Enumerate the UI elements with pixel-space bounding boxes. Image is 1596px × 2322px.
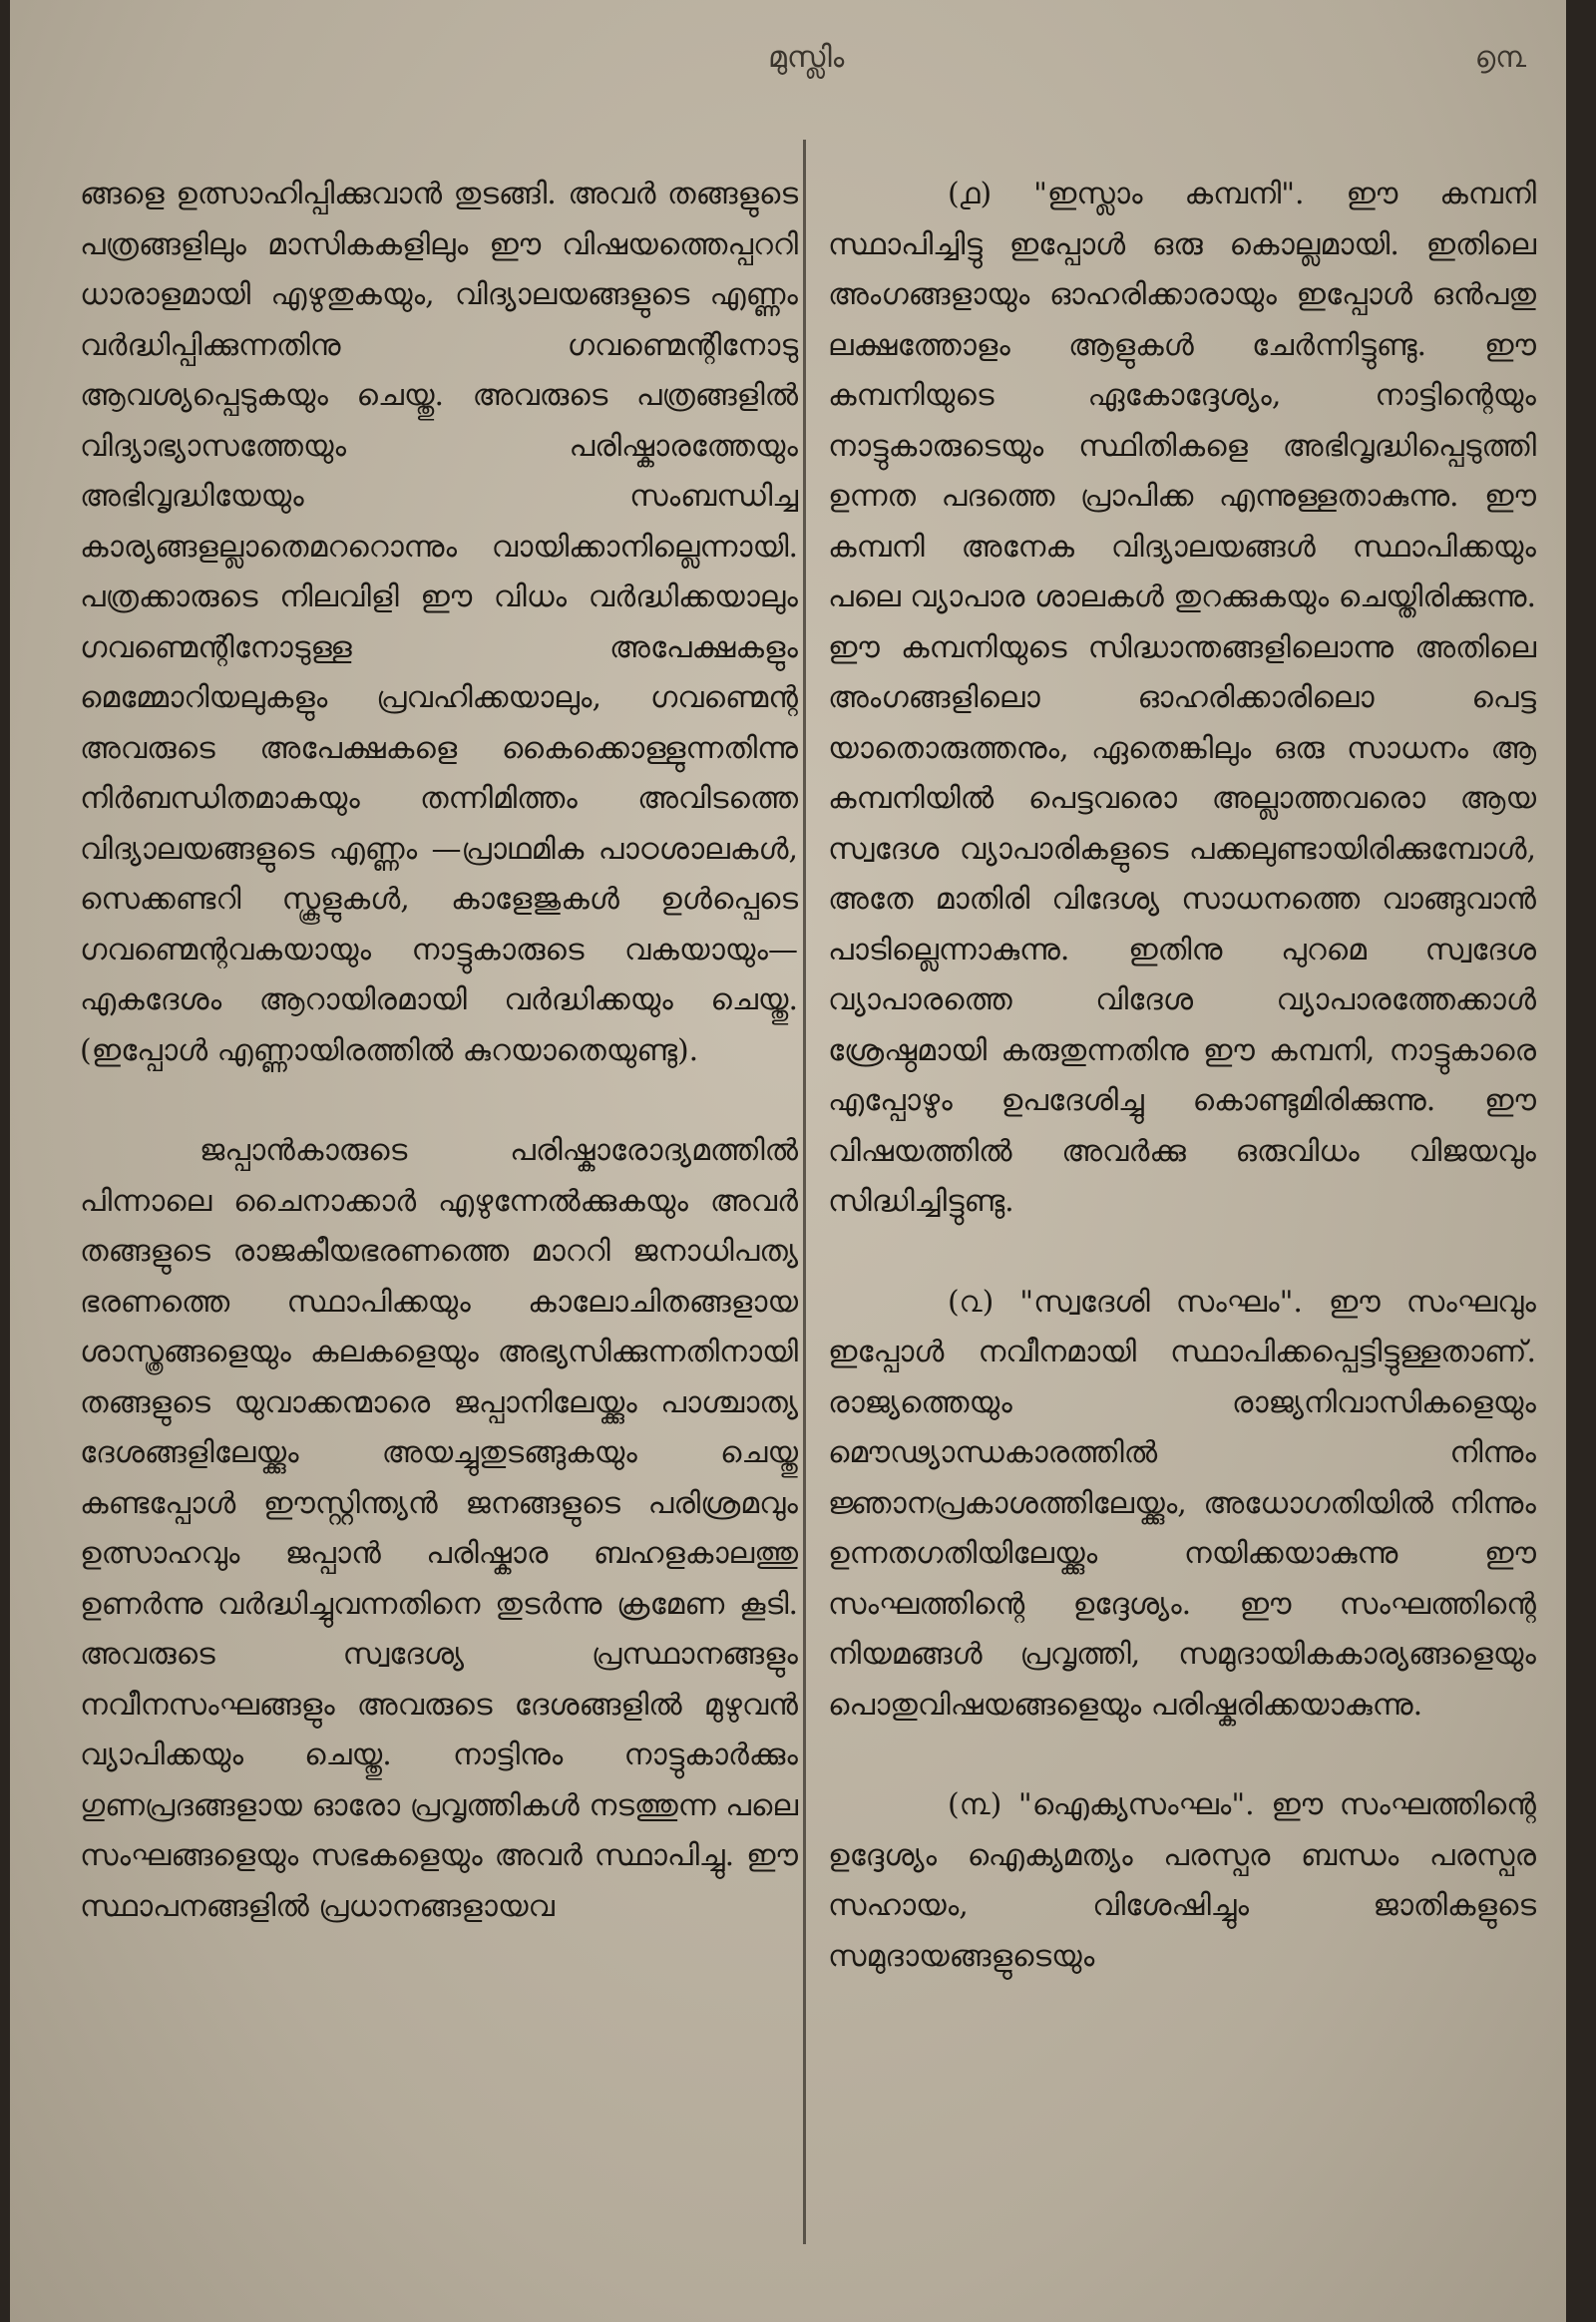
- left-column: [80, 170, 798, 1932]
- paragraph: (൨) "സ്വദേശി സംഘം". ഈ സംഘവും ഇപ്പോൾ നവീനമായി സ്ഥാപിക്കപ്പെട്ടിട്ടുള്ളതാണ്. രാജ്യത്തെയും രാജ്യനിവാസികളെയും മൌഢ്യാന്ധകാരത്തിൽ നിന്നും ജ്ഞാനപ്രകാശത്തിലേയ്ക്കും, അധോഗതിയിൽ നിന്നും ഉന്നതഗതിയിലേയ്ക്കും നയിക്കയാകുന്നു ഈ സംഘത്തിന്റെ ഉദ്ദേശ്യം. ഈ സംഘത്തിന്റെ നിയമങ്ങൾ പ്രവൃത്തി, സമുദായികകാര്യങ്ങളെയും പൊതുവിഷയങ്ങളെയും പരിഷ്കരിക്കയാകുന്നു.: [828, 1284, 1536, 1723]
- paragraph: (൧) "ഇസ്ലാം കമ്പനി". ഈ കമ്പനി സ്ഥാപിച്ചിട്ടു ഇപ്പോൾ ഒരു കൊല്ലമായി. ഇതിലെ അംഗങ്ങളായും ഓഹരിക്കാരായും ഇപ്പോൾ ഒൻപതു ലക്ഷത്തോളം ആളുകൾ ചേർന്നിട്ടുണ്ടു. ഈ കമ്പനിയുടെ ഏകോദ്ദേശ്യം, നാട്ടിന്റെയും നാട്ടുകാരുടെയും സ്ഥിതികളെ അഭിവൃദ്ധിപ്പെടുത്തി ഉന്നത പദത്തെ പ്രാപിക്ക എന്നുള്ളതാകുന്നു. ഈ കമ്പനി അനേക വിദ്യാലയങ്ങൾ സ്ഥാപിക്കയും പലെ വ്യാപാര ശാലകൾ തുറക്കുകയും ചെയ്തിരിക്കുന്നു. ഈ കമ്പനിയുടെ സിദ്ധാന്തങ്ങളിലൊന്നു അതിലെ അംഗങ്ങളിലൊ ഓഹരിക്കാരിലൊ പെട്ട യാതൊരുത്തനും, ഏതെങ്കിലും ഒരു സാധനം ആ കമ്പനിയിൽ പെട്ടവരൊ അല്ലാത്തവരൊ ആയ സ്വദേശ വ്യാപാരികളുടെ പക്കലുണ്ടായിരിക്കുമ്പോൾ, അതേ മാതിരി വിദേശ്യ സാധനത്തെ വാങ്ങുവാൻ പാടില്ലെന്നാകുന്നു. ഇതിനു പുറമെ സ്വദേശ വ്യാപാരത്തെ വിദേശ വ്യാപാരത്തേക്കാൾ ശ്രേഷ്ഠമായി കരുതുന്നതിനു ഈ കമ്പനി, നാട്ടുകാരെ എപ്പോഴും ഉപദേശിച്ചു കൊണ്ടുമിരിക്കുന്നു. ഈ വിഷയത്തിൽ അവർക്കു ഒരുവിധം വിജയവും സിദ്ധിച്ചിട്ടുണ്ടു.: [828, 177, 1536, 1219]
- book-page: [10, 0, 1566, 2322]
- paragraph: ജപ്പാൻകാരുടെ പരിഷ്കാരോദ്യമത്തിൽ പിന്നാലെ ചൈനാക്കാർ എഴുന്നേൽക്കുകയും അവർ തങ്ങളുടെ രാജകീയഭരണത്തെ മാററി ജനാധിപത്യ ഭരണത്തെ സ്ഥാപിക്കയും കാലോചിതങ്ങളായ ശാസ്ത്രങ്ങളെയും കലകളെയും അഭ്യസിക്കുന്നതിനായി തങ്ങളുടെ യുവാക്കന്മാരെ ജപ്പാനിലേയ്ക്കും പാശ്ചാത്യ ദേശങ്ങളിലേയ്ക്കും അയച്ചുതുടങ്ങുകയും ചെയ്തു കണ്ടപ്പോൾ ഈസ്റ്റിന്ത്യൻ ജനങ്ങളുടെ പരിശ്രമവും ഉത്സാഹവും ജപ്പാൻ പരിഷ്കാര ബഹളകാലത്തു ഉണർന്നു വർദ്ധിച്ചുവന്നതിനെ തുടർന്നു ക്രമേണ കൂടി. അവരുടെ സ്വദേശ്യ പ്രസ്ഥാനങ്ങളും നവീനസംഘങ്ങളും അവരുടെ ദേശങ്ങളിൽ മുഴുവൻ വ്യാപിക്കയും ചെയ്തു. നാട്ടിനും നാട്ടുകാർക്കും ഗുണപ്രദങ്ങളായ ഓരോ പ്രവൃത്തികൾ നടത്തുന്ന പലെ സംഘങ്ങളെയും സഭകളെയും അവർ സ്ഥാപിച്ചു. ഈ സ്ഥാപനങ്ങളിൽ പ്രധാനങ്ങളായവ: [80, 1133, 798, 1924]
- page-header: [10, 40, 1566, 90]
- right-column: [828, 170, 1536, 1982]
- column-divider: [803, 140, 806, 2244]
- paragraph: ങ്ങളെ ഉത്സാഹിപ്പിക്കുവാൻ തുടങ്ങി. അവർ തങ്ങളുടെ പത്രങ്ങളിലും മാസികകളിലും ഈ വിഷയത്തെപ്പററി ധാരാളമായി എഴുതുകയും, വിദ്യാലയങ്ങളുടെ എണ്ണം വർദ്ധിപ്പിക്കുന്നതിനു ഗവണ്മെന്റിനോടു ആവശ്യപ്പെടുകയും ചെയ്തു. അവരുടെ പത്രങ്ങളിൽ വിദ്യാഭ്യാസത്തേയും പരിഷ്കാരത്തേയും അഭിവൃദ്ധിയേയും സംബന്ധിച്ച കാര്യങ്ങളല്ലാതെമററൊന്നും വായിക്കാനില്ലെന്നായി. പത്രക്കാരുടെ നിലവിളി ഈ വിധം വർദ്ധിക്കയാലും ഗവണ്മെന്റിനോടുള്ള അപേക്ഷകളും മെമ്മോറിയലുകളും പ്രവഹിക്കയാലും, ഗവണ്മെന്റ അവരുടെ അപേക്ഷകളെ കൈക്കൊള്ളുന്നതിന്നു നിർബന്ധിതമാകയും തന്നിമിത്തം അവിടത്തെ വിദ്യാലയങ്ങളുടെ എണ്ണം —പ്രാഥമിക പാഠശാലകൾ, സെക്കണ്ടറി സ്കൂളുകൾ, കാളേജുകൾ ഉൾപ്പെടെ ഗവണ്മെന്റവകയായും നാട്ടുകാരുടെ വകയായും—എകദേശം ആറായിരമായി വർദ്ധിക്കയും ചെയ്തു. (ഇപ്പോൾ എണ്ണായിരത്തിൽ കുറയാതെയുണ്ടു).: [80, 177, 798, 1068]
- paragraph: (൩) "ഐക്യസംഘം". ഈ സംഘത്തിന്റെ ഉദ്ദേശ്യം ഐക്യമത്യം പരസ്പര ബന്ധം പരസ്പര സഹായം, വിശേഷിച്ചും ജാതികളുടെ സമുദായങ്ങളുടെയും: [828, 1787, 1536, 1974]
- running-head: മുസ്ലിം: [768, 40, 845, 75]
- page-number: ൭൩: [1474, 40, 1526, 75]
